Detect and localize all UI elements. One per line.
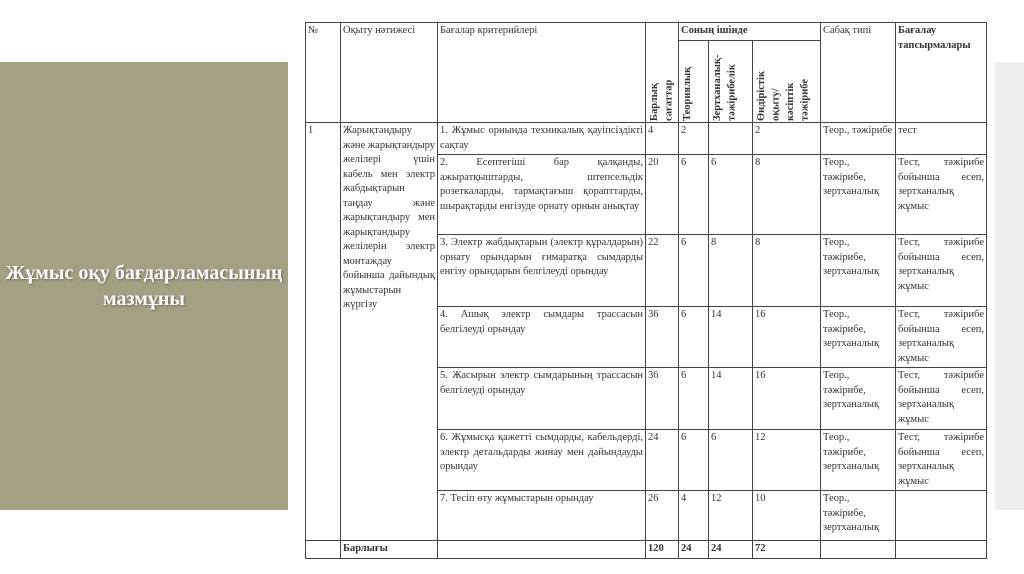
criteria-cell: 3. Электр жабдықтарын (электр құралдарын) орнату орындарын ғимаратқа сымдарды енгізу орындарын белгілеуді орындау [438, 235, 646, 307]
industrial-hours: 16 [753, 307, 821, 368]
lesson-type: Теор., тәжірибе [821, 123, 896, 155]
lab-hours: 8 [709, 235, 753, 307]
program-table [305, 22, 987, 559]
assessment-task: Тест, тәжірибе бойынша есеп, зертханалық жұмыс [896, 307, 987, 368]
header-criteria: Бағалар критерийлері [438, 23, 646, 123]
total-hours: 36 [646, 368, 679, 430]
total-hours: 26 [646, 491, 679, 541]
theory-hours: 6 [679, 155, 709, 235]
header-tasks: Бағалау тапсырмалары [896, 23, 987, 123]
industrial-hours: 8 [753, 235, 821, 307]
criteria-cell: 2. Есептегіші бар қалқанды, ажыратқыштарды, штепсельдік розеткаларды, тармақтағыш қорапттарды, шырақтарды енгізуде орнату орнын анықтау [438, 155, 646, 235]
lab-hours: 6 [709, 155, 753, 235]
total-hours: 24 [646, 430, 679, 491]
assessment-task: Тест, тәжірибе бойынша есеп, зертханалық жұмыс [896, 430, 987, 491]
header-outcome: Оқыту нәтижесі [341, 23, 438, 123]
learning-outcome: Жарықтандыру және жарықтандыру желілері үшін кабель мен электр жабдықтарын таңдау және жарықтандыру мен жарықтандыру желілерін электр монтаждау бойынша дайындық жұмыстарын жүргізу [341, 123, 438, 541]
lesson-type: Теор., тәжірибе, зертханалық [821, 235, 896, 307]
lesson-type: Теор., тәжірибе, зертханалық [821, 307, 896, 368]
lab-hours: 14 [709, 307, 753, 368]
lesson-type: Теор., тәжірибе, зертханалық [821, 368, 896, 430]
industrial-hours: 8 [753, 155, 821, 235]
theory-hours: 6 [679, 430, 709, 491]
row-number: 1 [306, 123, 341, 541]
criteria-cell: 5. Жасырын электр сымдарының трассасын белгілеуді орындау [438, 368, 646, 430]
lab-hours: 12 [709, 491, 753, 541]
totals-industrial: 72 [753, 541, 821, 559]
totals-label: Барлығы [341, 541, 438, 559]
assessment-task [896, 491, 987, 541]
lesson-type: Теор., тәжірибе, зертханалық [821, 155, 896, 235]
total-hours: 22 [646, 235, 679, 307]
totals-theory: 24 [679, 541, 709, 559]
assessment-task: Тест, тәжірибе бойынша есеп, зертханалық жұмыс [896, 368, 987, 430]
lab-hours: 6 [709, 430, 753, 491]
industrial-hours: 16 [753, 368, 821, 430]
header-lab: Зертханалық-тәжірибелік [712, 54, 738, 121]
header-industrial: Өндірістік оқыту/ кәсіптік тәжірибе [756, 71, 811, 121]
criteria-cell: 1. Жұмыс орнында техникалық қауіпсіздікті сақтау [438, 123, 646, 155]
header-theory: Теориялық [682, 66, 693, 121]
header-no: № [306, 23, 341, 123]
criteria-cell: 6. Жұмысқа қажетті сымдарды, кабельдерді, электр детальдарды жинау мен дайындауды орындау [438, 430, 646, 491]
lesson-type: Теор., тәжірибе, зертханалық [821, 430, 896, 491]
theory-hours: 2 [679, 123, 709, 155]
total-hours: 20 [646, 155, 679, 235]
total-hours: 36 [646, 307, 679, 368]
criteria-cell: 4. Ашық электр сымдары трассасын белгілеуді орындау [438, 307, 646, 368]
totals-lab: 24 [709, 541, 753, 559]
header-lesson-type: Сабақ типі [821, 23, 896, 123]
assessment-task: Тест, тәжірибе бойынша есеп, зертханалық жұмыс [896, 155, 987, 235]
assessment-task: тест [896, 123, 987, 155]
theory-hours: 6 [679, 235, 709, 307]
industrial-hours: 10 [753, 491, 821, 541]
lesson-type: Теор., тәжірибе, зертханалық [821, 491, 896, 541]
side-strip [995, 62, 1024, 510]
slide-title: Жұмыс оқу бағдарламасының мазмұны [5, 262, 283, 310]
criteria-cell: 7. Тесіп өту жұмыстарын орындау [438, 491, 646, 541]
industrial-hours: 2 [753, 123, 821, 155]
lab-hours [709, 123, 753, 155]
header-including: Соның ішінде [679, 23, 821, 41]
theory-hours: 6 [679, 368, 709, 430]
theory-hours: 6 [679, 307, 709, 368]
total-hours: 4 [646, 123, 679, 155]
totals-total: 120 [646, 541, 679, 559]
theory-hours: 4 [679, 491, 709, 541]
industrial-hours: 12 [753, 430, 821, 491]
title-panel [0, 62, 288, 510]
header-total: Барлық сағаттар [649, 79, 675, 121]
lab-hours: 14 [709, 368, 753, 430]
table-row [306, 123, 987, 155]
assessment-task: Тест, тәжірибе бойынша есеп, зертханалық жұмыс [896, 235, 987, 307]
